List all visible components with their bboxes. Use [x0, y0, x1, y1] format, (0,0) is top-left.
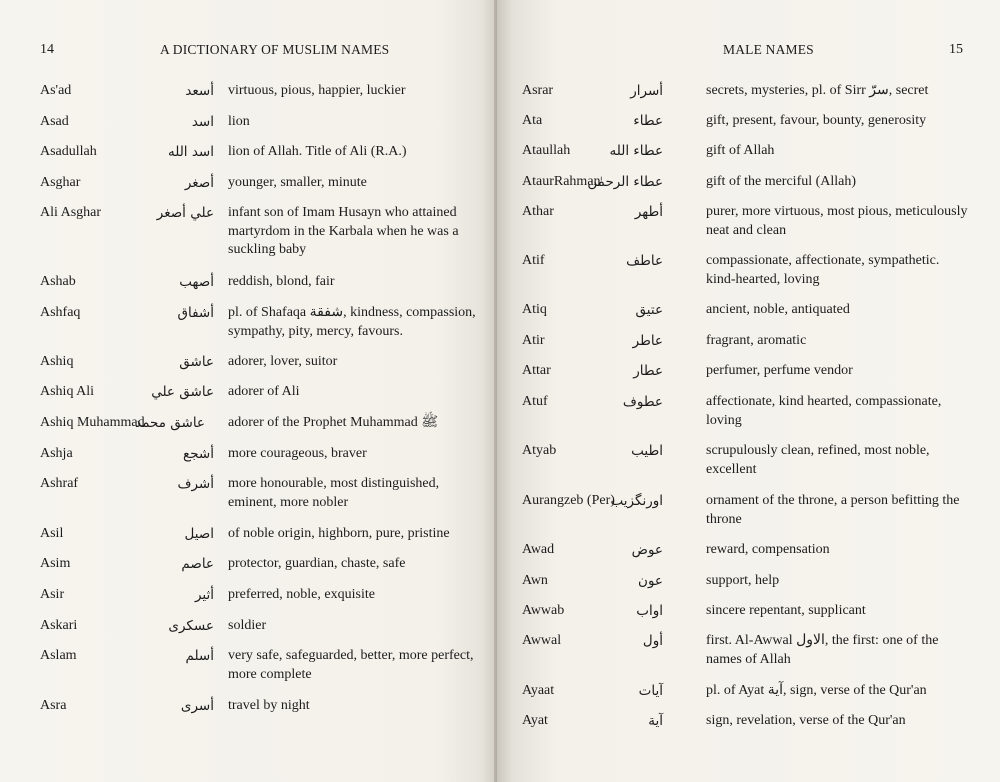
entry-arabic: عتيق — [635, 302, 663, 318]
entry-name: Ashiq Ali — [40, 384, 95, 399]
entry-arabic: عسكرى — [168, 618, 214, 634]
entry-meaning: compassionate, affectionate, sympathetic. kind-hearted, loving — [706, 253, 940, 287]
entry-arabic: أثير — [194, 587, 214, 603]
entry-name: Asad — [40, 114, 69, 129]
entry-name: Atiq — [522, 302, 547, 317]
entry-arabic: أسرى — [180, 698, 214, 714]
entry-arabic: اطيب — [631, 443, 663, 459]
entry-meaning: perfumer, perfume vendor — [706, 363, 853, 378]
right-page — [497, 0, 1000, 782]
left-page — [0, 0, 497, 782]
left-page-number: 14 — [40, 42, 54, 57]
entry-meaning: gift, present, favour, bounty, generosity — [706, 113, 927, 128]
entry-arabic: عاطر — [632, 333, 663, 349]
entry-name: Asra — [40, 698, 67, 713]
entry-name: Asadullah — [40, 144, 97, 159]
entry-meaning: sign, revelation, verse of the Qur'an — [706, 713, 906, 728]
entry-arabic: أشجع — [183, 446, 214, 462]
entry-meaning: younger, smaller, minute — [228, 175, 367, 190]
entry-name: Aurangzeb (Per) — [522, 493, 615, 508]
entry-name: Ashja — [40, 446, 73, 461]
entry-name: Attar — [522, 363, 551, 378]
entry-arabic: اسد — [191, 114, 214, 130]
entry-meaning: travel by night — [228, 698, 310, 713]
entry-arabic: أصغر — [184, 175, 214, 191]
entry-arabic: أصهب — [179, 274, 214, 290]
entry-arabic: اواب — [636, 603, 663, 619]
entry-meaning: purer, more virtuous, most pious, meticulously neat and clean — [706, 204, 968, 238]
entry-name: Ayat — [522, 713, 548, 728]
entry-meaning: pl. of Shafaqa شفقة, kindness, compassion, sympathy, pity, mercy, favours. — [228, 305, 476, 339]
entry-arabic: عاطف — [626, 253, 663, 269]
entry-name: Asim — [40, 556, 71, 571]
entry-arabic: أشفاق — [177, 305, 214, 321]
entry-arabic: أسعد — [185, 83, 214, 99]
entry-name: Atuf — [522, 394, 548, 409]
entry-meaning: gift of Allah — [706, 143, 775, 158]
entry-arabic: أسرار — [630, 83, 663, 99]
entry-name: Asil — [40, 526, 64, 541]
entry-meaning: affectionate, kind hearted, compassionate, loving — [706, 394, 942, 428]
entry-name: Askari — [40, 618, 78, 633]
entry-arabic: أطهر — [634, 204, 663, 220]
entry-name: Athar — [522, 204, 554, 219]
entry-meaning: reward, compensation — [706, 542, 830, 557]
entry-meaning: reddish, blond, fair — [228, 274, 335, 289]
entry-meaning: secrets, mysteries, pl. of Sirr سرّ, secret — [706, 83, 929, 98]
entry-name: Ashraf — [40, 476, 79, 491]
entry-arabic: عوض — [631, 542, 663, 558]
entry-name: Ayaat — [522, 683, 555, 698]
entry-name: Ashiq — [40, 354, 74, 369]
entry-arabic: أول — [642, 633, 663, 649]
entry-arabic: اصيل — [184, 526, 214, 542]
right-page-number: 15 — [949, 42, 963, 57]
entry-name: As'ad — [40, 83, 72, 98]
entry-arabic: عطاء الرحمٰن — [587, 174, 663, 190]
entry-name: Asir — [40, 587, 65, 602]
entry-meaning: ornament of the throne, a person befitting the throne — [706, 493, 960, 527]
entry-name: Awwal — [522, 633, 562, 648]
entry-name: Ashiq Muhammad — [40, 415, 145, 430]
entry-arabic: آيات — [638, 683, 663, 699]
entry-name: Awwab — [522, 603, 565, 618]
entry-arabic: عاصم — [181, 556, 214, 572]
entry-name: Atif — [522, 253, 545, 268]
entry-meaning: fragrant, aromatic — [706, 333, 807, 348]
entry-arabic: عاشق محمد — [135, 415, 205, 431]
entry-arabic: أشرف — [177, 476, 214, 492]
entry-arabic: عطاء الله — [609, 143, 663, 159]
entry-name: Awad — [522, 542, 555, 557]
entry-arabic: عاشق — [179, 354, 214, 370]
entry-name: Aslam — [40, 648, 77, 663]
entry-meaning: lion of Allah. Title of Ali (R.A.) — [228, 144, 407, 159]
entry-meaning: adorer of the Prophet Muhammad ﷺ — [228, 415, 439, 430]
entry-meaning: scrupulously clean, refined, most noble, excellent — [706, 443, 930, 477]
entry-meaning: support, help — [706, 573, 780, 588]
entry-name: AtaurRahman — [522, 174, 601, 189]
entry-meaning: virtuous, pious, happier, luckier — [228, 83, 406, 98]
entry-name: Ata — [522, 113, 543, 128]
entry-arabic: اورنگزيب — [610, 493, 663, 509]
entry-arabic: عطوف — [622, 394, 663, 410]
entry-name: Atir — [522, 333, 545, 348]
entry-arabic: علي أصغر — [156, 205, 214, 221]
entry-meaning: soldier — [228, 618, 267, 633]
entry-meaning: more courageous, braver — [228, 446, 367, 461]
entry-meaning: very safe, safeguarded, better, more perfect, more complete — [228, 648, 474, 682]
entry-arabic: عون — [638, 573, 663, 589]
entry-arabic: آية — [648, 713, 663, 729]
entry-arabic: عاشق علي — [151, 384, 214, 400]
entry-name: Awn — [522, 573, 548, 588]
entry-meaning: infant son of Imam Husayn who attained martyrdom in the Karbala when he was a suckling baby — [228, 205, 459, 257]
entry-arabic: أسلم — [185, 648, 214, 664]
entry-name: Asrar — [522, 83, 554, 98]
entry-meaning: of noble origin, highborn, pure, pristine — [228, 526, 450, 541]
entry-arabic: عطار — [633, 363, 663, 379]
entry-name: Ataullah — [522, 143, 571, 158]
entry-meaning: preferred, noble, exquisite — [228, 587, 375, 602]
entry-name: Ashfaq — [40, 305, 81, 320]
entry-name: Asghar — [40, 175, 81, 190]
left-page-header: A DICTIONARY OF MUSLIM NAMES — [160, 42, 390, 57]
entry-meaning: first. Al-Awwal الاول, the first: one of the names of Allah — [706, 633, 939, 667]
entry-name: Atyab — [522, 443, 557, 458]
entry-meaning: sincere repentant, supplicant — [706, 603, 866, 618]
entry-meaning: protector, guardian, chaste, safe — [228, 556, 406, 571]
entry-meaning: ancient, noble, antiquated — [706, 302, 850, 317]
entry-meaning: adorer of Ali — [228, 384, 300, 399]
entry-name: Ashab — [40, 274, 76, 289]
entry-meaning: more honourable, most distinguished, eminent, more nobler — [228, 476, 440, 510]
entry-arabic: اسد الله — [167, 144, 214, 160]
entry-meaning: gift of the merciful (Allah) — [706, 174, 857, 189]
entry-meaning: adorer, lover, suitor — [228, 354, 338, 369]
entry-meaning: pl. of Ayat آية, sign, verse of the Qur'an — [706, 683, 927, 698]
right-page-header: MALE NAMES — [723, 42, 814, 57]
entry-meaning: lion — [228, 114, 250, 129]
entry-arabic: عطاء — [633, 113, 663, 129]
entry-name: Ali Asghar — [40, 205, 102, 220]
